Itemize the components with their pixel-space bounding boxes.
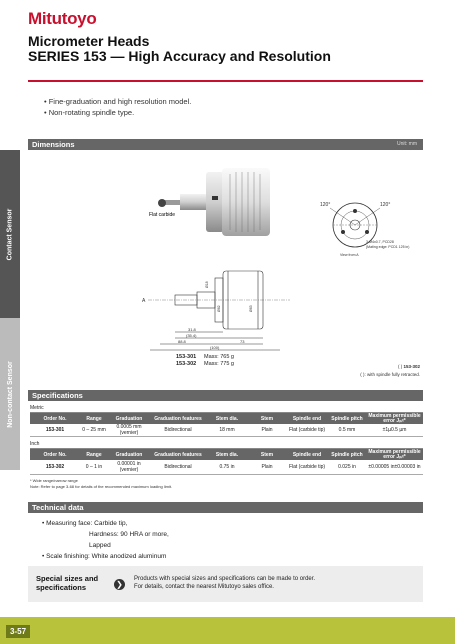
dim-label: 73	[240, 339, 245, 344]
dim-label: Ø63	[249, 305, 253, 312]
page-number: 3-57	[6, 625, 30, 638]
mass-list	[176, 354, 234, 368]
side-tab-contact[interactable]: Contact Sensor	[0, 150, 20, 318]
angle-left-label: 120°	[320, 202, 331, 208]
footer-bar	[0, 617, 455, 644]
mass-row: 153-302 Mass: 775 g	[176, 361, 234, 367]
dim-label: Ø62	[217, 305, 221, 312]
end-view-drawing	[300, 190, 415, 265]
table-header: Order No. Range Graduation Graduation features Stem dia. Stem Spindle end Spindle pitch Maximum permissible error Jᵢₙᵡ*	[30, 449, 423, 460]
inch-table	[30, 449, 423, 475]
table-row: 153-301 0 – 25 mm 0.0005 mm (vernier) Bidirectional 18 mm Plain Flat (carbide tip) 0.5 mm ±1µ0.5 µm	[30, 424, 423, 437]
brand-logo: Mitutoyo	[28, 9, 97, 28]
dim-label: 88.8	[178, 339, 186, 344]
footnote: * Wide range/narrow range	[30, 478, 78, 483]
inch-tag: Inch	[30, 441, 423, 449]
special-title: Special sizes and specifications	[36, 574, 99, 592]
note-retracted: ( ): with spindle fully retracted.	[360, 372, 420, 377]
dim-label: (100)	[210, 345, 220, 350]
title-rule	[28, 80, 423, 82]
screw-note-2: (Mating edge: PCD1 125 in)	[366, 245, 410, 249]
side-view-drawing	[140, 268, 300, 352]
view-label: View from A	[340, 253, 359, 257]
technical-heading: Technical data	[28, 502, 423, 513]
product-photo	[140, 160, 290, 240]
table-row: 153-302 0 – 1 in 0.00001 in (vernier) Bidirectional 0.75 in Plain Flat (carbide tip) 0.025 in ±0.00005 in±0.00003 in	[30, 460, 423, 474]
dim-a-label: A	[142, 298, 146, 304]
special-text: Products with special sizes and specifications can be made to order. For details, contact the nearest Mitutoyo sales office.	[134, 576, 316, 590]
dim-label: Ø18	[205, 281, 209, 288]
feature-item: • Fine-graduation and high resolution model.	[44, 97, 192, 106]
metric-tag: Metric	[30, 405, 423, 413]
feature-list	[44, 96, 191, 118]
feature-item: • Non-rotating spindle type.	[44, 108, 135, 117]
dim-label: 31.8	[188, 327, 196, 332]
dimensions-heading: Dimensions Unit: mm	[28, 139, 423, 150]
technical-data: • Measuring face: Carbide tip, Hardness: 90 HRA or more, Lapped • Scale finishing: White anodized aluminum	[42, 520, 169, 560]
side-tab-noncontact[interactable]: Non-contact Sensor	[0, 318, 20, 470]
page-subtitle: SERIES 153 — High Accuracy and Resolution	[28, 48, 331, 64]
table-header: Order No. Range Graduation Graduation features Stem dia. Stem Spindle end Spindle pitch Maximum permissible error Jᵢₙᵡ*	[30, 413, 423, 424]
screw-note-1: 3-M4x0.7, PCD28	[366, 240, 394, 244]
footnote: Note: Refer to page 3-68 for details of the recommended maximum loading limit.	[30, 484, 173, 489]
special-sizes-box	[28, 566, 423, 602]
arrow-right-icon: ❯	[114, 579, 125, 590]
unit-label: Unit: mm	[397, 141, 417, 147]
note-model: ( ) 153-302	[397, 364, 420, 369]
specifications-heading: Specifications	[28, 390, 423, 401]
page-title: Micrometer Heads	[28, 33, 150, 49]
dim-label: (35.4)	[186, 333, 197, 338]
metric-table	[30, 413, 423, 437]
flat-carbide-label: Flat carbide	[148, 212, 176, 218]
mass-row: 153-301 Mass: 765 g	[176, 354, 234, 360]
angle-right-label: 120°	[380, 202, 391, 208]
